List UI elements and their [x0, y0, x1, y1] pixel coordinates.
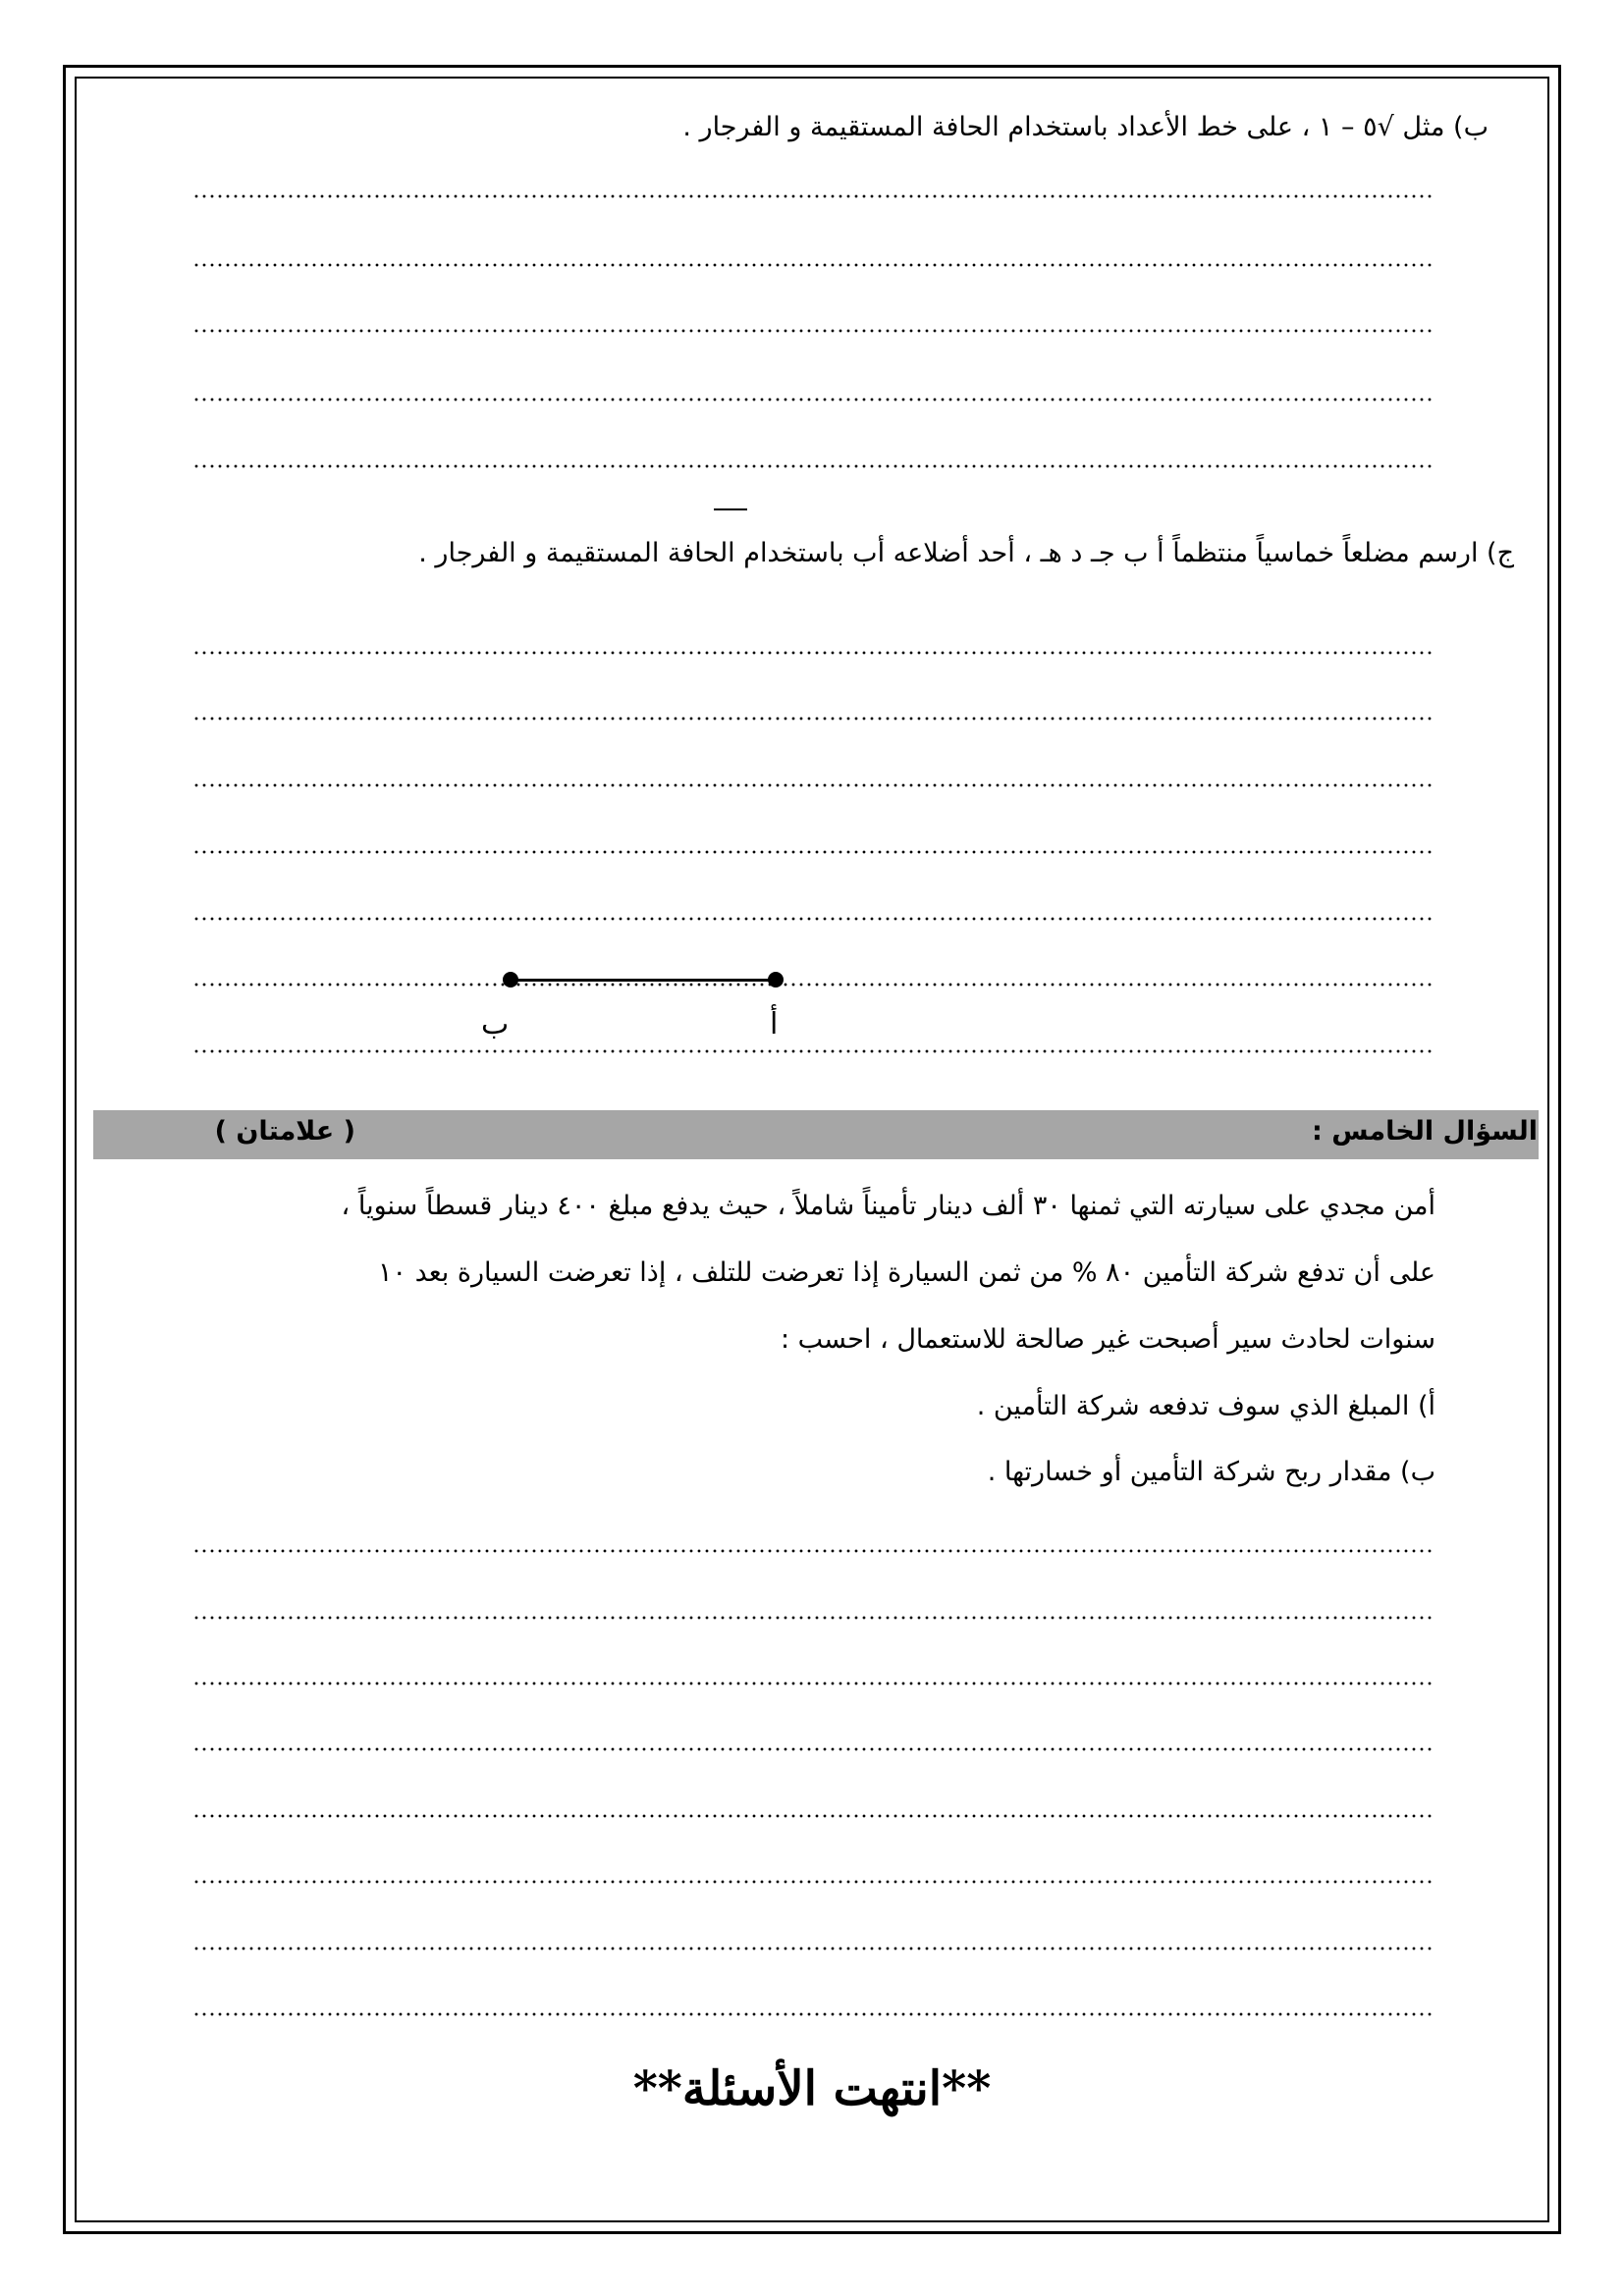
question-marks: ( علامتان ): [214, 1116, 355, 1147]
answer-line: [192, 263, 1435, 267]
answer-line: [192, 1549, 1435, 1553]
answer-line: [192, 464, 1435, 468]
answer-line: [192, 1947, 1435, 1950]
answer-line: [192, 2012, 1435, 2016]
answer-line: [192, 1682, 1435, 1685]
question-text-line: سنوات لحادث سير أصبحت غير صالحة للاستعمال ، احسب :: [780, 1324, 1435, 1355]
answer-line: [192, 398, 1435, 401]
question-subpart-a: أ) المبلغ الذي سوف تدفعه شركة التأمين .: [976, 1391, 1435, 1421]
label-b: ب: [481, 1007, 510, 1041]
part-b-question: ب) مثل √٥ – ١ ، على خط الأعداد باستخدام الحافة المستقيمة و الفرجار .: [682, 112, 1489, 142]
part-c-question: ج) ارسم مضلعاً خماسياً منتظماً أ ب جـ د هـ ، أحد أضلاعه أب باستخدام الحافة المستقيمة و الفرجار .: [418, 538, 1514, 568]
question-text-line: على أن تدفع شركة التأمين ٨٠ % من ثمن السيارة إذا تعرضت للتلف ، إذا تعرضت السيارة بعد ١٠: [377, 1257, 1435, 1288]
answer-line: [192, 1814, 1435, 1818]
answer-line: [192, 1616, 1435, 1620]
answer-line: [192, 1049, 1435, 1053]
answer-line: [192, 850, 1435, 854]
end-of-questions: **انتهت الأسئلة**: [632, 2061, 992, 2116]
answer-line: [192, 1880, 1435, 1884]
point-a: [768, 972, 784, 988]
answer-line: [192, 1747, 1435, 1751]
answer-line: [192, 194, 1435, 198]
point-b: [503, 972, 518, 988]
answer-line: [192, 717, 1435, 721]
answer-line: [192, 329, 1435, 333]
segment-overline: [714, 508, 747, 510]
answer-line: [192, 783, 1435, 787]
answer-line: [192, 651, 1435, 655]
answer-line: [192, 917, 1435, 921]
question-text-line: أمن مجدي على سيارته التي ثمنها ٣٠ ألف دينار تأميناً شاملاً ، حيث يدفع مبلغ ٤٠٠ دينار قسطاً سنوياً ،: [341, 1191, 1435, 1221]
question-subpart-b: ب) مقدار ربح شركة التأمين أو خسارتها .: [987, 1457, 1435, 1487]
question-five-title: السؤال الخامس :: [1312, 1116, 1538, 1147]
segment-ab: [511, 979, 776, 982]
label-a: أ: [770, 1007, 779, 1041]
answer-line: [192, 983, 1435, 987]
